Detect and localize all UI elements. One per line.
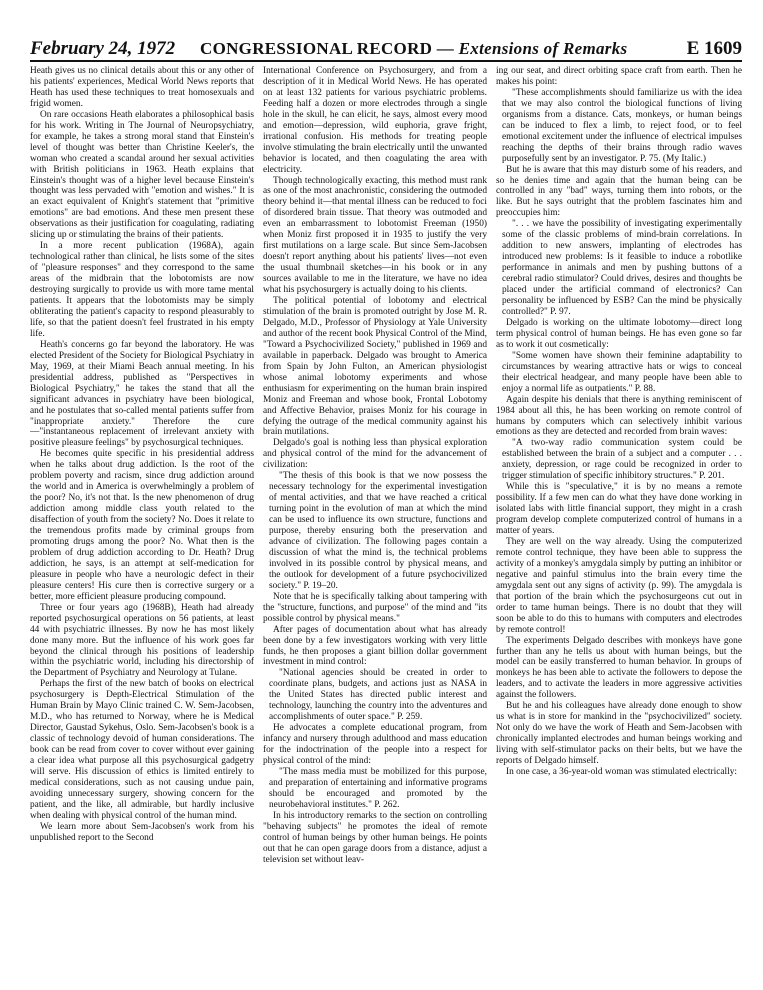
paragraph: They are well on the way already. Using the computerized remote control technique, they have been able to suppress the activity of a monkey's amygdala simply by putting an inhibitor or negative and painful stimulus into the brain every time the amygdala sent out any signs of activity (p. 99). The amygdala is that portion of the brain which the psychosurgeons cut out in order to tame human beings. There is no doubt that they will soon be able to do this to humans with computers and electrodes by remote control! xyxy=(496,536,742,635)
paragraph: ing our seat, and direct orbiting space craft from earth. Then he makes his point: xyxy=(496,66,742,87)
paragraph: In a more recent publication (1968A), again technological rather than clinical, he lists some of the sites of "pleasure responses" and they correspond to the same areas of the midbrain that the lobotomists are now destroying surgically to provide us with more tame mental patients. It appears that the lobotomists may be simply obliterating the patient's capacity to respond pleasurably to life, so that the patient doesn't feel frustrated in his empty life. xyxy=(30,241,254,339)
paragraph: But he is aware that this may disturb some of his readers, and so he denies time and again that the human being can be controlled in any "bad" ways, turning them into robots, or the like. But he says outright that the problem fascinates him and preoccupies him: xyxy=(496,164,742,219)
header-section: Extensions of Remarks xyxy=(458,39,628,58)
paragraph: "A two-way radio communication system could be established between the brain of a subject and a computer . . . anxiety, depression, or rage could be recognized in order to trigger stimulation of specific inhibitory structures." P. 201. xyxy=(502,438,742,482)
paragraph: "The mass media must be mobilized for this purpose, and preparation of entertaining and informative programs should be encouraged and promoted by the neurobehavioral institutes." P. 262. xyxy=(269,767,487,810)
paragraph: Delgado is working on the ultimate lobotomy—direct long term physical control of human beings. He has even gone so far as to work it out cosmetically: xyxy=(496,317,742,350)
paragraph: He advocates a complete educational program, from infancy and nursery through adulthood and mass education for the indoctrination of the people into a respect for physical control of the mind: xyxy=(263,723,487,767)
header-publication: CONGRESSIONAL RECORD xyxy=(200,39,433,58)
paragraph: The experiments Delgado describes with monkeys have gone further than any he tells us about with human beings, but the model can be easily transferred to human behavior. In groups of monkeys he has been able to activate the followers to depose the leaders, and to activate the leaders in more aggressive activities against the followers. xyxy=(496,635,742,701)
paragraph: Delgado's goal is nothing less than physical exploration and physical control of the mind for the advancement of civilization: xyxy=(263,438,487,471)
paragraph: After pages of documentation about what has already been done by a few investigators working with very little funds, he then proposes a giant billion dollar government investment in mind control: xyxy=(263,624,487,668)
paragraph: "These accomplishments should familiarize us with the idea that we may also control the biological functions of living organisms from a distance. Cats, monkeys, or human beings can be induced to flex a limb, to reject food, or to feel emotional excitement under the influence of electrical impulses reaching the depths of their brains through radio waves purposefully sent by an investigator. P. 75. (My Italic.) xyxy=(502,87,742,164)
paragraph: He becomes quite specific in his presidential address when he talks about drug addiction. Is the root of the problem poverty and racism, since drug addiction around the world and in America is overwhelmingly a problem of the poor? No, it's not that. Is the new phenomenon of drug addiction among middle class youth related to the disaffection of youth from the society? No. Does it relate to the tremendous profits made by criminal groups from promoting drugs among the poor? No. What then is the problem of drug addiction according to Dr. Heath? Drug addiction, he says, is an attempt at self-medication for pleasure in people who have a neurologic defect in their pleasure centers! His cure then is corrective surgery or a better, more efficient pleasure producing compound. xyxy=(30,449,254,602)
paragraph: Three or four years ago (1968B), Heath had already reported psychosurgical operations on 56 patients, at least 44 with psychiatric illnesses. By now he has most likely done many more. But the influence of his work goes far beyond the clinical through his positions of leadership within the psychiatric world, including his directorship of the Department of Psychiatry and Neurology at Tulane. xyxy=(30,602,254,679)
paragraph: International Conference on Psychosurgery, and from a description of it in Medical World News. He has operated on at least 132 patients for various psychiatric problems. Feeding half a dozen or more electrodes through a single hole in the skull, he can elicit, he says, almost every mood and emotion—depression, wild euphoria, grave fright, irrational confusion. His methods for treating people involve stimulating the brain electrically until the unwanted behavior is located, and then coagulating the area with electricity. xyxy=(263,66,487,175)
paragraph: Heath's concerns go far beyond the laboratory. He was elected President of the Society for Biological Psychiatry in May, 1969, at their Miami Beach annual meeting. In his presidential address, published as "Perspectives in Biological Psychiatry," he takes the stand that all the significant advances in psychiatry have been biological, and he postulates that so-called mental patients suffer from "inappropriate anxiety." Therefore the cure—"instantaneous replacement of irrelevant anxiety with positive pleasure feelings" by psychosurgical techniques. xyxy=(30,339,254,449)
paragraph: On rare occasions Heath elaborates a philosophical basis for his work. Writing in The Journal of Neuropsychiatry, for example, he takes a strong moral stand that Einstein's level of thought was better than Christine Keeler's, the woman who created a scandal around her sexual activities with British politicians in 1963. Heath explains that Einstein's thought was of a higher level because Einstein's thought was less pervaded with "emotion and wishes." It is an exact equivalent of Knight's statement that "primitive emotions" are bad emotions. And these men present these observations as their justification for coagulating, radiating slicing up or stimulating the brains of their patients. xyxy=(30,109,254,241)
page-header xyxy=(30,38,742,62)
paragraph: In one case, a 36-year-old woman was stimulated electrically: xyxy=(506,767,737,777)
paragraph: In his introductory remarks to the section on controlling "behaving subjects" he promotes the ideal of remote control of human beings by other human beings. He points out that he can open garage doors from a distance, adjust a television set without leav- xyxy=(263,810,487,865)
header-rule xyxy=(30,60,742,62)
text-column-3 xyxy=(496,66,742,976)
paragraph: Again despite his denials that there is anything reminiscent of 1984 about all this, he has been working on remote control of humans by computers which can selectively inhibit various emotions as they are detected and recorded from brain waves: xyxy=(496,394,742,438)
header-date: February 24, 1972 xyxy=(30,38,176,59)
text-column-2 xyxy=(263,66,487,976)
paragraph: "National agencies should be created in order to coordinate plans, budgets, and actions just as NASA in the United States has directed public interest and technology, launching the country into the adventures and accomplishments of outer space." P. 259. xyxy=(269,668,487,723)
header-dash: — xyxy=(432,39,459,58)
header-title xyxy=(200,39,627,59)
paragraph: We learn more about Sem-Jacobsen's work from his unpublished report to the Second xyxy=(30,821,254,843)
paragraph: While this is "speculative," it is by no means a remote possibility. If a few men can do what they have done working in isolated labs with little financial support, they might in a crash program develop complete computerized control of humans in a matter of years. xyxy=(496,482,742,537)
paragraph: "The thesis of this book is that we now possess the necessary technology for the experimental investigation of mental activities, and that we have reached a critical turning point in the evolution of man at which the mind can be used to influence its own structure, functions and purpose, thereby ensuring both the preservation and advance of civilization. The following pages contain a discussion of what the mind is, the technical problems involved in its possible control by physical means, and the outlook for development of a future psychocivilized society." P. 19–20. xyxy=(269,471,487,591)
paragraph: Heath gives us no clinical details about this or any other of his patients' experiences, Medical World News reports that Heath has used these techniques to treat homosexuals and frigid women. xyxy=(30,66,254,109)
header-page-number: E 1609 xyxy=(686,38,742,59)
paragraph: "Some women have shown their feminine adaptability to circumstances by wearing attractive hats or wigs to conceal their electrical headgear, and many people have been able to enjoy a normal life as outpatients." P. 88. xyxy=(502,350,742,394)
paragraph: But he and his colleagues have already done enough to show us what is in store for mankind in the "psychocivilized" society. Not only do we have the work of Heath and Sem-Jacobsen with chronically implanted electrodes and human beings working and living with self-stimulator packs on their belts, but we have the reports of Delgado himself. xyxy=(496,701,742,767)
text-column-1 xyxy=(30,66,254,976)
paragraph: Perhaps the first of the new batch of books on electrical psychosurgery is Depth-Electrical Stimulation of the Human Brain by Mayo Clinic trained C. W. Sem-Jacobsen, M.D., who has returned to Norway, where he is Medical Director, Gaustad Sykehus, Oslo. Sem-Jacobsen's book is a classic of technology devoid of human considerations. The book can be read from cover to cover without ever gaining a clear idea what purpose all this psychosurgical gadgetry will serve. His discussion of ethics is limited entirely to medical considerations, such as not causing undue pain, avoiding unnecessary surgery, showing concern for the patient, and the like, all admirable, but hardly inclusive when dealing with physical control of the human mind. xyxy=(30,679,254,821)
paragraph: The political potential of lobotomy and electrical stimulation of the brain is promoted outright by Jose M. R. Delgado, M.D., Professor of Physiology at Yale University and author of the recent book Physical Control of the Mind, "Toward a Psychocivilized Society," published in 1969 and available in paperback. Delgado was brought to America from Spain by John Fulton, an American physiologist whose animal lobotomy experiments and whose enthusiasm for experimenting on the human brain inspired Moniz and Freeman and whose book, Frontal Lobotomy and Affective Behavior, praises Moniz for his courage in defying the outrage of the medical community against his brain mutilations. xyxy=(263,296,487,438)
paragraph: Though technologically exacting, this method must rank as one of the most anachronistic, considering the outmoded theory behind it—that mental illness can be reduced to foci of disordered brain tissue. That theory was outmoded and even an embarrassment to lobotomist Freeman (1950) when Moniz first proposed it in 1935 to justify the very first mutilations on a large scale. But since Sem-Jacobsen doesn't report anything about his patients' lives—not even the usual thumbnail sketches—in his book or in any sources available to me in the literature, we have no idea what his psychosurgery is actually doing to his clients. xyxy=(263,175,487,296)
paragraph: ". . . we have the possibility of investigating experimentally some of the classic problems of mind-brain correlations. In addition to new answers, implanting of electrodes has introduced new problems: Is it feasible to induce a robotlike performance in animals and men by pushing buttons of a cerebral radio stimulator? Could drives, desires and thoughts be placed under the artificial command of electronics? Can personality be influenced by ESB? Can the mind be physically controlled?" P. 97. xyxy=(502,219,742,317)
paragraph: Note that he is specifically talking about tampering with the "structure, functions, and purpose" of the mind and "its possible control by physical means." xyxy=(263,591,487,624)
